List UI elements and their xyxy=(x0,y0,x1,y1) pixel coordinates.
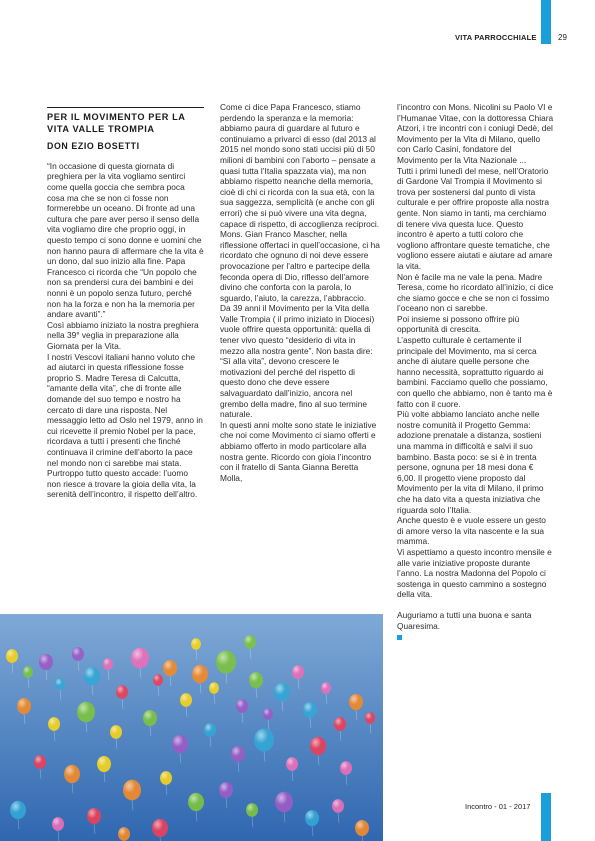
paragraph: I nostri Vescovi italiani hanno voluto che ad aiutarci in questa riflessione fosse proprio S. Madre Teresa di Calcutta, “amante della vita”, che di fronte alle domande del suo tempo e nostro ha cercato di dare una risposta. Nel messaggio letto ad Oslo nel 1979, anno in cui ricevette il premio Nobel per la pace, ricordava a tutti i presenti che finché continuava il crimine dell’aborto la pace nel mondo non ci sarebbe mai stata. Purtroppo tutto questo accade: l’uomo non riesce a trovare la gioia della vita, la serenità dell’incontro, il rispetto dell’altro. xyxy=(47,351,203,500)
balloon-highlight xyxy=(274,683,290,701)
balloon-highlight xyxy=(110,725,122,739)
balloon-highlight xyxy=(334,717,346,731)
article-author: DON EZIO BOSETTI xyxy=(47,141,140,152)
balloon-highlight xyxy=(84,667,100,685)
balloon-highlight xyxy=(152,819,168,837)
balloon-highlight xyxy=(191,638,201,650)
balloon-highlight xyxy=(340,761,352,775)
balloon-highlight xyxy=(77,702,95,723)
page-number: 29 xyxy=(558,33,567,42)
balloon-highlight xyxy=(87,808,101,824)
balloon-highlight xyxy=(55,678,65,690)
balloon-highlight xyxy=(204,723,216,737)
balloon-highlight xyxy=(116,685,128,699)
paragraph: “In occasione di questa giornata di preghiera per la vita vogliamo sentirci come quella goccia che sembra poca cosa ma che se non ci fosse non formerebbe un oceano. Di fronte ad una cultura che pare aver perso il senso della vita vogliamo dire che proprio oggi, in questo tempo ci sono donne e uomini che non hanno paura di affermare che la vita è un dono, dal suo inizio alla fine. Papa Francesco ci ricorda che “Un popolo che non sa prendersi cura dei bambini e dei nonni è un popolo senza futuro, perché non ha la forza e non ha la memoria per andare avanti”.” xyxy=(47,160,204,320)
paragraph: Da 39 anni il Movimento per la Vita della Valle Trompia ( il primo iniziato in Diocesi) vuole offrire questa opportunità: quella di tener vivo questo “desiderio di vita in mezzo alla nostra gente”. Non basta dire: “Sì alla vita”, devono crescere le motivazioni del perché del rispetto di questo dono che deve essere salvaguardato dall’inizio, ancora nel grembo della madre, fino al suo termine naturale. xyxy=(220,303,375,420)
balloon-highlight xyxy=(23,666,33,678)
balloons-image xyxy=(0,614,383,841)
paragraph: Vi aspettiamo a questo incontro mensile e alle varie iniziative proposte durante l’anno. La nostra Madonna del Popolo ci sostenga in questo cammino a sostegno della vita. xyxy=(397,546,552,600)
balloon-highlight xyxy=(172,735,188,753)
balloon-highlight xyxy=(131,648,149,669)
balloon-highlight xyxy=(231,746,245,762)
balloon-highlight xyxy=(292,665,304,679)
section-header: VITA PARROCCHIALE xyxy=(455,33,537,42)
article-column-1 xyxy=(47,107,204,500)
balloon-highlight xyxy=(365,712,375,724)
balloon-highlight xyxy=(160,771,172,785)
balloon-highlight xyxy=(254,729,274,752)
end-mark-icon xyxy=(397,635,402,640)
balloon-highlight xyxy=(355,820,369,836)
paragraph: Più volte abbiamo lanciato anche nelle nostre comunità il Progetto Gemma: adozione prenatale a distanza, sostieni una mamma in difficoltà e salvi il suo bambino. Basta poco: se si è in trenta persone, ognuna per 18 mesi dona € 6,00. Il progetto viene proposto dal Movimento per la vita di Milano, il primo che ha dato vita a questa iniziativa che riguarda solo l’Italia. xyxy=(397,409,544,515)
balloon-highlight xyxy=(10,801,26,819)
balloon-highlight xyxy=(6,649,18,663)
balloon-highlight xyxy=(332,799,344,813)
paragraph: Poi insieme si possono offrire più opportunità di crescita. xyxy=(397,313,520,335)
header-accent-bar xyxy=(541,0,551,44)
paragraph: Mons. Gian Franco Mascher, nella riflessione offertaci in quell’occasione, ci ha ricordato che ognuno di noi deve essere provocazione per l’altro e partecipe della feconda opera di Dio, riflesso dell’amore divino che conforta con la parola, lo sguardo, l’aiuto, la carezza, l’abbraccio. xyxy=(220,229,380,303)
paragraph: L’aspetto culturale è certamente il principale del Movimento, ma si cerca anche di aiutare quelle persone che hanno necessità, soprattutto riguardo ai bambini. Facciamo quello che possiamo, con quello che abbiamo, non è tanto ma è fatto con il cuore. xyxy=(397,335,553,409)
balloon-highlight xyxy=(303,702,317,718)
article-title: PER IL MOVIMENTO PER LA VITA VALLE TROMPIA xyxy=(47,112,186,134)
balloon-highlight xyxy=(219,782,233,798)
balloon-highlight xyxy=(103,658,113,670)
balloons-photo xyxy=(0,614,383,841)
balloon-highlight xyxy=(163,660,177,676)
balloon-highlight xyxy=(188,793,204,811)
balloon-highlight xyxy=(118,827,130,841)
balloon-highlight xyxy=(305,810,319,826)
balloon-highlight xyxy=(48,717,60,731)
balloon-highlight xyxy=(192,665,208,683)
balloon-highlight xyxy=(263,708,273,720)
balloon-highlight xyxy=(153,674,163,686)
paragraph: Come ci dice Papa Francesco, stiamo perdendo la speranza e la memoria: abbiamo paura di guardare al futuro e continuiamo a privarci di esso (dal 2013 al 2015 nel mondo sono stati uccisi più di 50 milioni di bambini con l’aborto – pensate a quasi tutta l’Italia spazzata via), ma non abbiamo rispetto neanche della memoria, cioè di chi ci ricorda con la sua età, con la sua saggezza, semplicità (e anche con gli errori) che si può vivere una vita degna, capace di rispetto, di accoglienza reciproci. xyxy=(220,102,380,229)
balloon-highlight xyxy=(209,682,219,694)
balloon-highlight xyxy=(275,792,293,813)
balloon-highlight xyxy=(349,694,363,710)
paragraph: In questi anni molte sono state le iniziative che noi come Movimento ci siamo offerti e abbiamo offerto in modo particolare alla nostra gente. Ricordo con gioia l’incontro con il fratello di Santa Gianna Beretta Molla, xyxy=(220,419,377,483)
balloon-highlight xyxy=(34,755,46,769)
balloon-highlight xyxy=(249,672,263,688)
balloon-highlight xyxy=(244,635,256,649)
balloon-highlight xyxy=(321,682,331,694)
balloon-highlight xyxy=(17,698,31,714)
balloon-highlight xyxy=(39,654,53,670)
article-column-3 xyxy=(397,102,554,643)
balloon-highlight xyxy=(97,756,111,772)
paragraph: Non è facile ma ne vale la pena. Madre Teresa, come ho ricordato all’inizio, ci dice che siamo gocce e che se non ci fossimo l’oceano non ci sarebbe. xyxy=(397,271,554,314)
paragraph: Anche questo è e vuole essere un gesto di amore verso la vita nascente e la sua mamma. xyxy=(397,515,546,547)
closing-line: Auguriamo a tutti una buona e santa Quaresima. xyxy=(397,609,532,631)
article-column-2 xyxy=(220,102,380,483)
footer-issue: Incontro - 01 - 2017 xyxy=(465,802,531,811)
balloon-highlight xyxy=(143,710,157,726)
balloon-highlight xyxy=(123,780,141,801)
balloon-highlight xyxy=(52,817,64,831)
balloon-highlight xyxy=(310,737,326,755)
balloon-highlight xyxy=(64,765,80,783)
balloon-highlight xyxy=(216,651,236,674)
paragraph: Tutti i primi lunedì del mese, nell’Oratorio di Gardone Val Trompia il Movimento si trova per sostenersi dal punto di vista culturale e per offrire proposte alla nostra gente. Non siamo in tanti, ma cerchiamo di tenere viva questa luce. Questo incontro è aperto a tutti coloro che vogliono affrontare queste tematiche, che vogliono essere aiutati e aiutare ad amare la vita. xyxy=(397,165,553,271)
balloon-highlight xyxy=(286,757,298,771)
balloon-highlight xyxy=(72,647,84,661)
balloon-highlight xyxy=(180,693,192,707)
footer-accent-bar xyxy=(541,793,551,841)
balloon-highlight xyxy=(236,699,248,713)
title-rule xyxy=(47,107,204,108)
paragraph: Così abbiamo iniziato la nostra preghiera nella 39° veglia in preparazione alla Giornata per la Vita. xyxy=(47,319,199,351)
paragraph: l’incontro con Mons. Nicolini su Paolo VI e l’Humanae Vitae, con la dottoressa Chiara Atzori, i tre incontri con i coniugi Dedè, del Movimento per la Vita di Milano, quello con Carlo Casini, fondatore del Movimento per la Vita Nazionale ... xyxy=(397,102,554,165)
balloon-highlight xyxy=(246,803,258,817)
